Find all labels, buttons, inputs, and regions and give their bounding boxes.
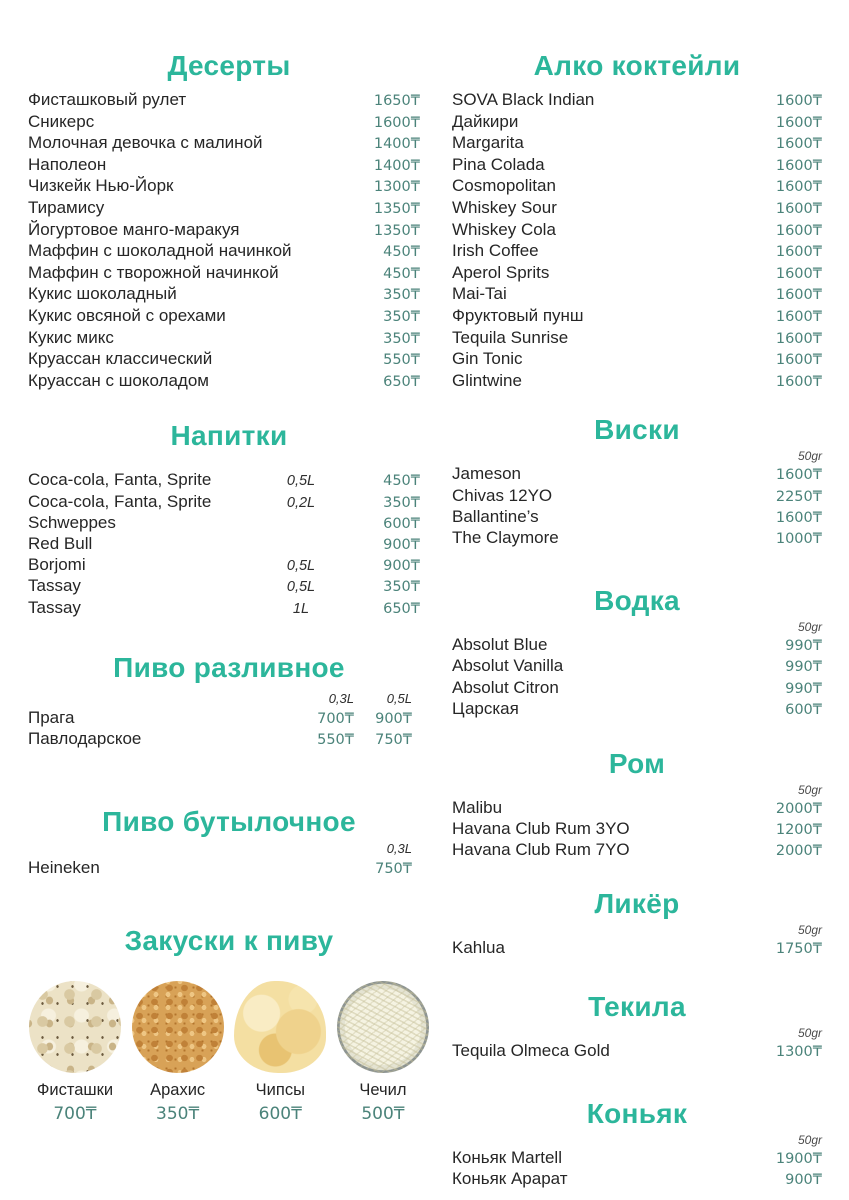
item-name: Коньяк Арарат [452, 1169, 568, 1189]
snack-price: 600₸ [258, 1104, 302, 1125]
menu-item-row [452, 328, 822, 350]
item-volume: 0,5L [286, 558, 316, 575]
item-name: Наполеон [28, 154, 107, 174]
menu-item-row [28, 729, 430, 750]
item-name: Прага [28, 707, 75, 727]
section-title-rum: Ром [608, 747, 666, 779]
menu-item-row [28, 470, 430, 491]
item-price: 1300₸ [373, 179, 420, 196]
item-price-03l: 550₸ [317, 731, 354, 748]
item-price: 1900₸ [775, 1150, 822, 1167]
item-price: 600₸ [383, 515, 420, 532]
menu-item-row [28, 858, 430, 879]
item-price: 900₸ [785, 1172, 822, 1189]
menu-item-row [452, 507, 822, 528]
item-name: Gin Tonic [452, 349, 523, 369]
menu-item-row [28, 284, 430, 306]
menu-item-row [28, 176, 430, 198]
menu-item-row [452, 198, 822, 220]
item-name: Heineken [28, 858, 100, 878]
bottled-beer-list [28, 858, 430, 879]
bottled-beer-volume-header [28, 840, 430, 858]
item-name: Whiskey Cola [452, 219, 556, 239]
item-name: Aperol Sprits [452, 262, 550, 282]
item-name: Whiskey Sour [452, 197, 557, 217]
item-price: 1600₸ [775, 93, 822, 109]
snack-card [233, 981, 327, 1124]
item-price: 1300₸ [775, 1043, 822, 1060]
item-name: Tequila Sunrise [452, 327, 569, 347]
snack-name: Арахис [150, 1081, 206, 1100]
item-price: 600₸ [785, 701, 822, 718]
menu-item-row [28, 220, 430, 242]
menu-item-row [452, 220, 822, 242]
item-price: 2000₸ [775, 800, 822, 817]
menu-item-row [28, 555, 430, 576]
item-name: Absolut Blue [452, 635, 548, 655]
item-price: 1600₸ [775, 308, 822, 325]
section-title-vodka: Водка [594, 585, 680, 617]
chips-photo [234, 981, 326, 1073]
draft-beer-list [28, 708, 430, 750]
snack-card [131, 981, 225, 1124]
item-price: 350₸ [383, 287, 420, 304]
menu-item-row [452, 840, 822, 861]
snack-card [336, 981, 430, 1124]
item-name: Tassay [28, 576, 81, 596]
snack-grid [28, 981, 430, 1124]
pistachios-photo [29, 981, 121, 1073]
vodka-list [452, 635, 822, 720]
menu-item-row [452, 1041, 822, 1062]
unit-note: 50gr [797, 922, 822, 937]
item-price: 1000₸ [775, 530, 822, 547]
menu-item-row [28, 328, 430, 350]
item-price: 1400₸ [373, 157, 420, 174]
section-cocktails [452, 50, 822, 392]
item-price-03l: 700₸ [317, 710, 354, 727]
item-name: Tassay [28, 597, 81, 617]
section-title-draft-beer: Пиво разливное [113, 651, 345, 683]
section-title-cocktails: Алко коктейли [533, 50, 741, 81]
menu-item-row [452, 656, 822, 677]
item-price: 450₸ [383, 265, 420, 282]
item-price: 990₸ [785, 680, 822, 697]
item-price: 1650₸ [373, 93, 420, 109]
item-name: Чизкейк Нью-Йорк [28, 176, 174, 196]
section-title-desserts: Десерты [167, 50, 291, 81]
item-price: 990₸ [785, 659, 822, 676]
snack-name: Чипсы [255, 1081, 305, 1100]
item-volume: 0,5L [286, 473, 316, 490]
right-column [452, 50, 822, 1200]
section-draft-beer [28, 652, 430, 750]
menu-item-row [452, 284, 822, 306]
menu-item-row [28, 598, 430, 619]
item-name: Havana Club Rum 7YO [452, 840, 630, 860]
snack-name: Чечил [359, 1081, 407, 1100]
item-volume: 1L [292, 600, 310, 617]
drinks-list [28, 470, 430, 618]
menu-item-row [452, 1169, 822, 1190]
item-name: Irish Coffee [452, 241, 539, 261]
item-name: Jameson [452, 464, 521, 484]
unit-note: 50gr [797, 1025, 822, 1040]
item-name: Маффин с творожной начинкой [28, 262, 279, 282]
item-name: Кукис шоколадный [28, 284, 177, 304]
menu-item-row [452, 486, 822, 507]
desserts-list [28, 90, 430, 392]
item-price: 350₸ [383, 308, 420, 325]
item-price: 1600₸ [775, 330, 822, 347]
item-price: 1600₸ [775, 265, 822, 282]
item-name: Red Bull [28, 533, 93, 553]
item-name: Coca-cola, Fanta, Sprite [28, 470, 212, 490]
item-name: Absolut Citron [452, 677, 559, 697]
item-name: Павлодарское [28, 728, 142, 748]
unit-note: 50gr [797, 449, 822, 464]
menu-item-row [28, 576, 430, 597]
section-title-whiskey: Виски [594, 414, 680, 446]
menu-item-row [28, 349, 430, 371]
menu-item-row [452, 263, 822, 285]
section-drinks [28, 420, 430, 618]
item-price: 1750₸ [775, 940, 822, 957]
menu-item-row [28, 513, 430, 534]
item-price: 450₸ [383, 473, 420, 490]
item-price: 1600₸ [775, 467, 822, 484]
section-rum [452, 748, 822, 862]
item-price: 1600₸ [775, 157, 822, 174]
item-price: 1600₸ [775, 222, 822, 239]
item-name: Дайкири [452, 111, 519, 131]
menu-item-row [452, 155, 822, 177]
item-price: 2000₸ [775, 843, 822, 860]
item-price: 350₸ [383, 494, 420, 511]
item-name: Borjomi [28, 555, 86, 575]
snack-card [28, 981, 122, 1124]
item-volume: 0,5L [286, 579, 316, 596]
menu-item-row [452, 678, 822, 699]
item-name: Царская [452, 698, 519, 718]
menu-item-row [452, 1148, 822, 1169]
item-name: Kahlua [452, 937, 505, 957]
item-price-05l: 900₸ [375, 710, 412, 727]
item-price: 1200₸ [775, 822, 822, 839]
menu-item-row [452, 798, 822, 819]
item-price: 650₸ [383, 373, 420, 390]
menu-item-row [28, 306, 430, 328]
item-price: 350₸ [383, 330, 420, 347]
menu-item-row [28, 155, 430, 177]
item-name: Schweppes [28, 512, 116, 532]
volume-header-03l: 0,3L [328, 690, 354, 706]
item-price: 550₸ [383, 352, 420, 369]
item-price: 1600₸ [775, 352, 822, 369]
section-liqueur [452, 888, 822, 959]
menu-item-row [452, 938, 822, 959]
item-name: Молочная девочка с малиной [28, 133, 263, 153]
menu-item-row [28, 112, 430, 134]
item-name: SOVA Black Indian [452, 90, 595, 109]
item-price: 1600₸ [775, 287, 822, 304]
item-name: Glintwine [452, 370, 522, 390]
section-bottled-beer [28, 806, 430, 879]
section-tequila [452, 991, 822, 1062]
unit-note: 50gr [797, 782, 822, 797]
chechil-photo [337, 981, 429, 1073]
section-beer-snacks [28, 925, 430, 1124]
item-price: 990₸ [785, 638, 822, 655]
item-name: Фисташковый рулет [28, 90, 187, 109]
menu-item-row [452, 133, 822, 155]
menu-item-row [28, 492, 430, 513]
menu-item-row [28, 263, 430, 285]
menu-item-row [452, 699, 822, 720]
item-name: Pina Colada [452, 154, 545, 174]
item-name: Сникерс [28, 111, 95, 131]
left-column [28, 50, 430, 1200]
item-name: Mai-Tai [452, 284, 507, 304]
item-price: 1600₸ [775, 244, 822, 261]
item-name: Кукис овсяной с орехами [28, 305, 226, 325]
menu-item-row [28, 241, 430, 263]
snack-name: Фисташки [36, 1081, 114, 1100]
section-title-tequila: Текила [588, 990, 686, 1022]
menu-item-row [28, 708, 430, 729]
snack-price: 350₸ [156, 1104, 200, 1125]
item-price: 350₸ [383, 579, 420, 596]
item-name: Malibu [452, 797, 503, 817]
item-name: Йогуртовое манго-маракуя [28, 219, 240, 239]
menu-item-row [452, 241, 822, 263]
menu-item-row [452, 528, 822, 549]
menu-item-row [28, 371, 430, 393]
menu-item-row [452, 464, 822, 485]
snack-price: 700₸ [53, 1104, 97, 1125]
item-name: Havana Club Rum 3YO [452, 819, 630, 839]
item-price: 650₸ [383, 600, 420, 617]
unit-note: 50gr [797, 620, 822, 635]
section-vodka [452, 585, 822, 720]
cocktails-list [452, 90, 822, 392]
snack-price: 500₸ [361, 1104, 405, 1125]
menu-item-row [452, 176, 822, 198]
volume-header-03l: 0,3L [386, 841, 412, 857]
item-name: Тирамису [28, 197, 105, 217]
item-name: Margarita [452, 133, 524, 153]
item-name: Coca-cola, Fanta, Sprite [28, 491, 212, 511]
volume-header-05l: 0,5L [386, 690, 412, 706]
section-title-bottled-beer: Пиво бутылочное [102, 806, 356, 838]
item-name: Фруктовый пунш [452, 305, 584, 325]
item-price: 750₸ [375, 861, 412, 878]
section-whiskey [452, 414, 822, 549]
section-cognac [452, 1098, 822, 1190]
section-title-drinks: Напитки [170, 420, 288, 452]
item-name: Tequila Olmeca Gold [452, 1040, 610, 1060]
item-name: Круассан классический [28, 349, 213, 369]
tequila-list [452, 1041, 822, 1062]
item-price: 1350₸ [373, 222, 420, 239]
item-price: 900₸ [383, 558, 420, 575]
item-name: Кукис микс [28, 327, 114, 347]
item-price-05l: 750₸ [375, 731, 412, 748]
section-title-liqueur: Ликёр [594, 887, 680, 919]
item-name: Chivas 12YO [452, 485, 553, 505]
item-name: Cosmopolitan [452, 176, 556, 196]
item-price: 1600₸ [775, 509, 822, 526]
whiskey-list [452, 464, 822, 549]
unit-note: 50gr [797, 1132, 822, 1147]
item-price: 1600₸ [775, 179, 822, 196]
menu-item-row [28, 133, 430, 155]
item-price: 2250₸ [775, 488, 822, 505]
cognac-list [452, 1148, 822, 1190]
item-volume: 0,2L [286, 494, 316, 511]
liqueur-list [452, 938, 822, 959]
item-price: 1600₸ [775, 200, 822, 217]
section-desserts [28, 50, 430, 392]
menu-item-row [452, 112, 822, 134]
rum-list [452, 798, 822, 862]
item-price: 1600₸ [775, 114, 822, 131]
item-price: 1400₸ [373, 136, 420, 153]
item-price: 450₸ [383, 244, 420, 261]
peanuts-photo [132, 981, 224, 1073]
item-name: Коньяк Martell [452, 1147, 562, 1167]
item-name: The Claymore [452, 527, 559, 547]
menu-item-row [452, 90, 822, 112]
menu-item-row [28, 90, 430, 112]
menu-item-row [452, 819, 822, 840]
section-title-cognac: Коньяк [586, 1097, 688, 1129]
draft-beer-volume-headers [28, 690, 430, 708]
item-price: 1350₸ [373, 200, 420, 217]
item-price: 1600₸ [775, 373, 822, 390]
menu-item-row [452, 306, 822, 328]
menu-item-row [28, 534, 430, 555]
section-title-beer-snacks: Закуски к пиву [124, 925, 334, 957]
item-name: Ballantine’s [452, 506, 539, 526]
item-price: 900₸ [383, 536, 420, 553]
item-name: Маффин с шоколадной начинкой [28, 241, 292, 261]
menu-item-row [28, 198, 430, 220]
menu-item-row [452, 371, 822, 393]
item-price: 1600₸ [775, 136, 822, 153]
item-name: Absolut Vanilla [452, 656, 564, 676]
menu-item-row [452, 349, 822, 371]
item-price: 1600₸ [373, 114, 420, 131]
menu-item-row [452, 635, 822, 656]
item-name: Круассан с шоколадом [28, 370, 209, 390]
